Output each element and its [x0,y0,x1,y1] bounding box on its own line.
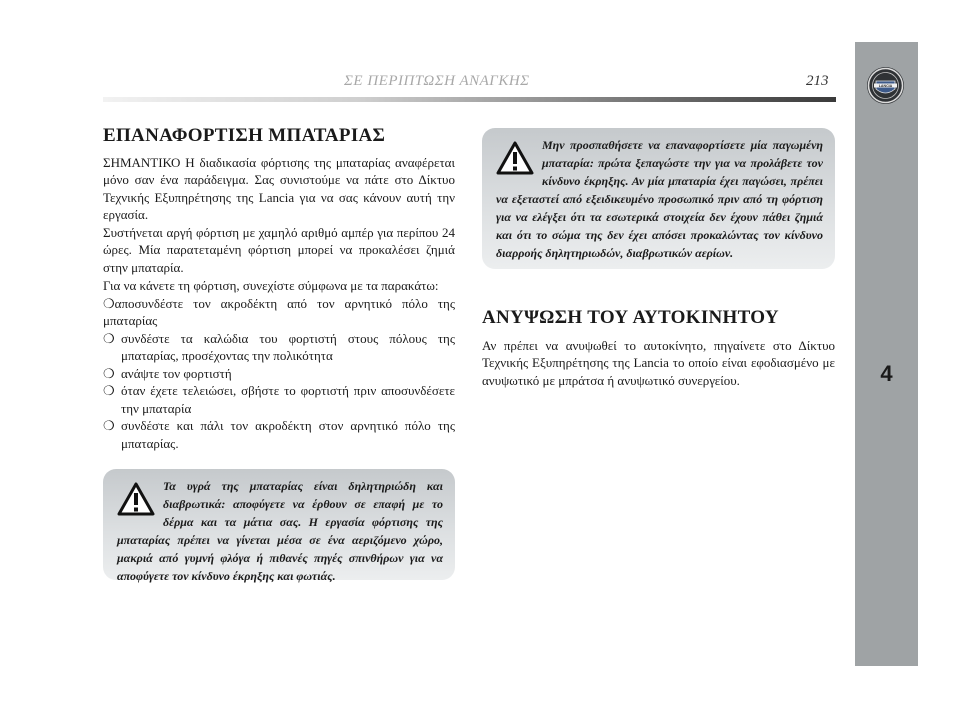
page-number: 213 [806,73,829,89]
procedure-intro-paragraph: Για να κάνετε τη φόρτιση, συνεχίστε σύμφωνα με τα παρακάτω: [103,278,439,293]
running-header-title: ΣΕ ΠΕΡΙΠΤΩΣΗ ΑΝΑΓΚΗΣ [344,73,530,89]
list-item: ❍ όταν έχετε τελειώσει, σβήστε το φορτιστή πριν αποσυνδέσετε την μπαταρία [103,383,455,416]
chapter-number: 4 [880,361,893,386]
left-column [103,127,455,452]
list-item: ❍ ανάψτε τον φορτιστή [103,365,232,381]
svg-text:LANCIA: LANCIA [878,83,893,88]
warning-box-frozen-battery [482,128,835,269]
warning-triangle-icon [117,482,155,516]
header-rule [103,97,836,102]
right-column [482,309,835,389]
list-item: ❍ συνδέστε και πάλι τον ακροδέκτη στον αρνητικό πόλο της μπαταρίας. [103,418,455,451]
bullet-icon: ❍ [103,365,115,381]
bullet-icon: ❍ [103,418,115,433]
warning-text: Τα υγρά της μπαταρίας είναι δηλητηριώδη και διαβρωτικά: αποφύγετε να έρθουν σε επαφή με το δέρμα και τα μάτια σας. Η εργασία φόρτισης της μπαταρίας πρέπει να γίνεται μέσα σε ένα αεριζόμενο χώρο, μακριά από γυμνή φλόγα ή πιθανές πηγές σπινθήρων για να αποφύγετε τον κίνδυνο έκρηξης και φωτιάς. [117,479,443,583]
procedure-steps-list [103,295,455,453]
lancia-logo-icon [867,67,904,104]
list-item: ❍ συνδέστε τα καλώδια του φορτιστή στους πόλους της μπαταρίας, προσέχοντας την πολικότητα [103,330,455,363]
bullet-icon: ❍ [103,295,115,311]
chapter-side-tab [855,42,918,666]
section-heading-battery-charging: ΕΠΑΝΑΦΟΡΤΙΣΗ ΜΠΑΤΑΡΙΑΣ [103,125,386,146]
intro-paragraph: ΣΗΜΑΝΤΙΚΟ Η διαδικασία φόρτισης της μπαταρίας αναφέρεται μόνο σαν ένα παράδειγμα. Σας συνιστούμε να πάτε στο Δίκτυο Τεχνικής Εξυπηρέτησης της Lancia για να σας κάνουν αυτή την εργασία. [103,154,455,222]
section-heading-vehicle-lifting: ΑΝΥΨΩΣΗ ΤΟΥ ΑΥΤΟΚΙΝΗΤΟΥ [482,307,779,328]
list-item: ❍αποσυνδέστε τον ακροδέκτη από τον αρνητικό πόλο της μπαταρίας [103,295,455,328]
charging-advice-paragraph: Συστήνεται αργή φόρτιση με χαμηλό αριθμό αμπέρ για περίπου 24 ώρες. Μία παρατεταμένη φόρτιση μπορεί να προκαλέσει ζημιά στην μπαταρία. [103,224,455,275]
warning-text: Μην προσπαθήσετε να επαναφορτίσετε μία παγωμένη μπαταρία: πρώτα ξεπαγώστε την για να προλάβετε τον κίνδυνο έκρηξης. Αν μία μπαταρία έχει παγώσει, πρέπει να εξεταστεί από εξειδικευμένο προσωπικό πριν από τη φόρτιση για να ελέγξει ότι τα εσωτερικά στοιχεία δεν έχουν πάθει ζημιά και ότι το σώμα της δεν έχει απόσει προκαλώντας τον κίνδυνο διαρροής δηλητηριωδών, διαβρωτικών αερίων. [496,138,823,260]
bullet-icon: ❍ [103,383,115,398]
warning-box-battery-fluid [103,469,455,583]
bullet-icon: ❍ [103,330,115,346]
warning-triangle-icon [496,141,534,175]
lifting-paragraph: Αν πρέπει να ανυψωθεί το αυτοκίνητο, πηγαίνετε στο Δίκτυο Τεχνικής Εξυπηρέτησης της Lancia το οποίο είναι εφοδιασμένο με ανυψωτικό με μπράτσα ή ανυψωτικό συνεργείου. [482,337,835,388]
